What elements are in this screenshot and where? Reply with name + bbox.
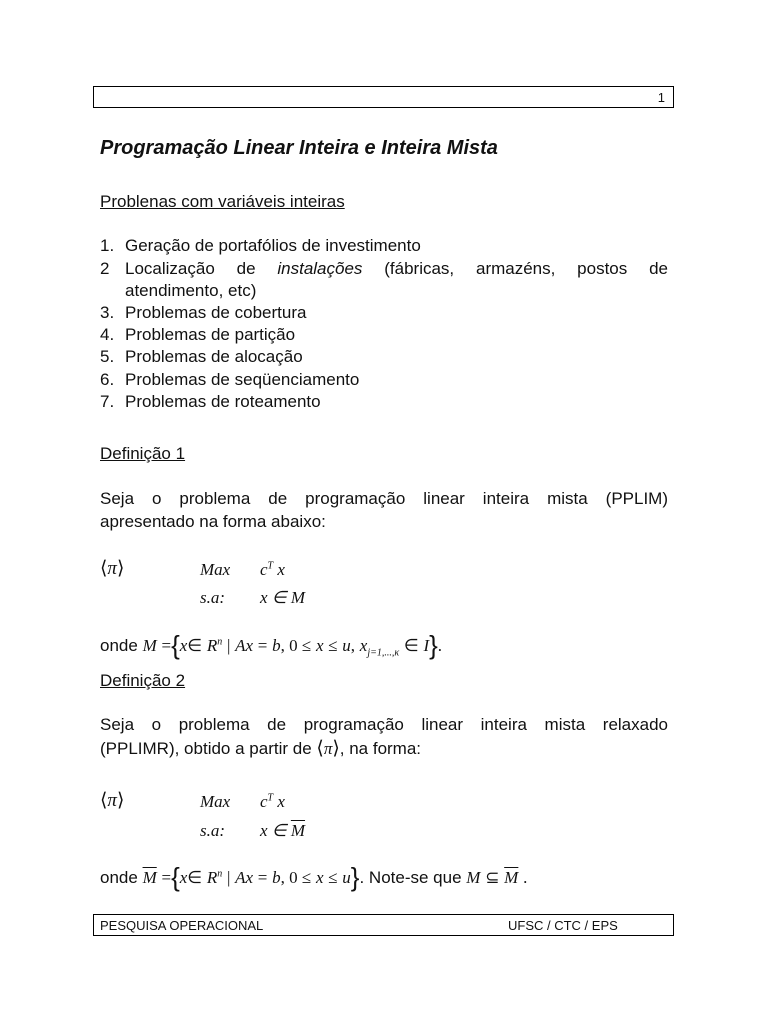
footer-course: PESQUISA OPERACIONAL <box>100 918 264 933</box>
definition-1-text: apresentado na forma abaixo: <box>100 512 326 531</box>
list-item: 2 Localização de instalações (fábricas, armazéns, postos de <box>100 259 669 278</box>
definition-1-text: Seja o problema de programação linear inteira mista (PPLIM) <box>100 489 668 508</box>
problem-name: ⟨π⟩ <box>100 790 125 811</box>
objective-expression: $c^T$ x <box>260 560 285 579</box>
definition-2-text: Seja o problema de programação linear inteira mista relaxado <box>100 715 668 734</box>
page-footer <box>93 914 674 936</box>
page-title: Programação Linear Inteira e Inteira Mista <box>100 137 498 159</box>
page-number: 1 <box>657 90 665 105</box>
objective-expression: $c^T$ x <box>260 792 285 811</box>
page-header <box>93 86 674 108</box>
definition-1-set: onde M ={x∈ $R^n$ | Ax = b, 0 ≤ x ≤ u, $x_{j=1,...,\kappa}$ ∈ I}. <box>100 630 443 660</box>
definition-2-text: (PPLIMR), obtido a partir de ⟨π⟩, na forma: <box>100 738 422 759</box>
list-item: 7. Problemas de roteamento <box>100 392 321 411</box>
definition-2-set: onde $\overline{M}$ ={x∈ $R^n$ | Ax = b, 0 ≤ x ≤ u}. Note-se que M ⊆ $\overline{M}$ . <box>100 862 528 892</box>
objective-label: Max <box>200 792 231 811</box>
footer-institution: UFSC / CTC / EPS <box>508 918 618 933</box>
problem-name: ⟨π⟩ <box>100 558 125 579</box>
list-item: 4. Problemas de partição <box>100 325 296 344</box>
constraint-expression: x ∈ M <box>260 588 306 607</box>
constraint-label: s.a: <box>200 588 226 607</box>
list-item: 6. Problemas de seqüenciamento <box>100 370 360 389</box>
definition-1-heading: Definição 1 <box>100 444 186 463</box>
list-item: 3. Problemas de cobertura <box>100 303 307 322</box>
objective-label: Max <box>200 560 231 579</box>
list-item-continuation: atendimento, etc) <box>125 281 257 300</box>
list-item: 5. Problemas de alocação <box>100 347 303 366</box>
constraint-label: s.a: <box>200 821 226 840</box>
list-item: 1. Geração de portafólios de investimento <box>100 236 421 255</box>
section-heading: Problenas com variáveis inteiras <box>100 192 345 211</box>
constraint-expression: x ∈ $\overline{M}$ <box>260 821 306 840</box>
definition-2-heading: Definição 2 <box>100 671 186 690</box>
